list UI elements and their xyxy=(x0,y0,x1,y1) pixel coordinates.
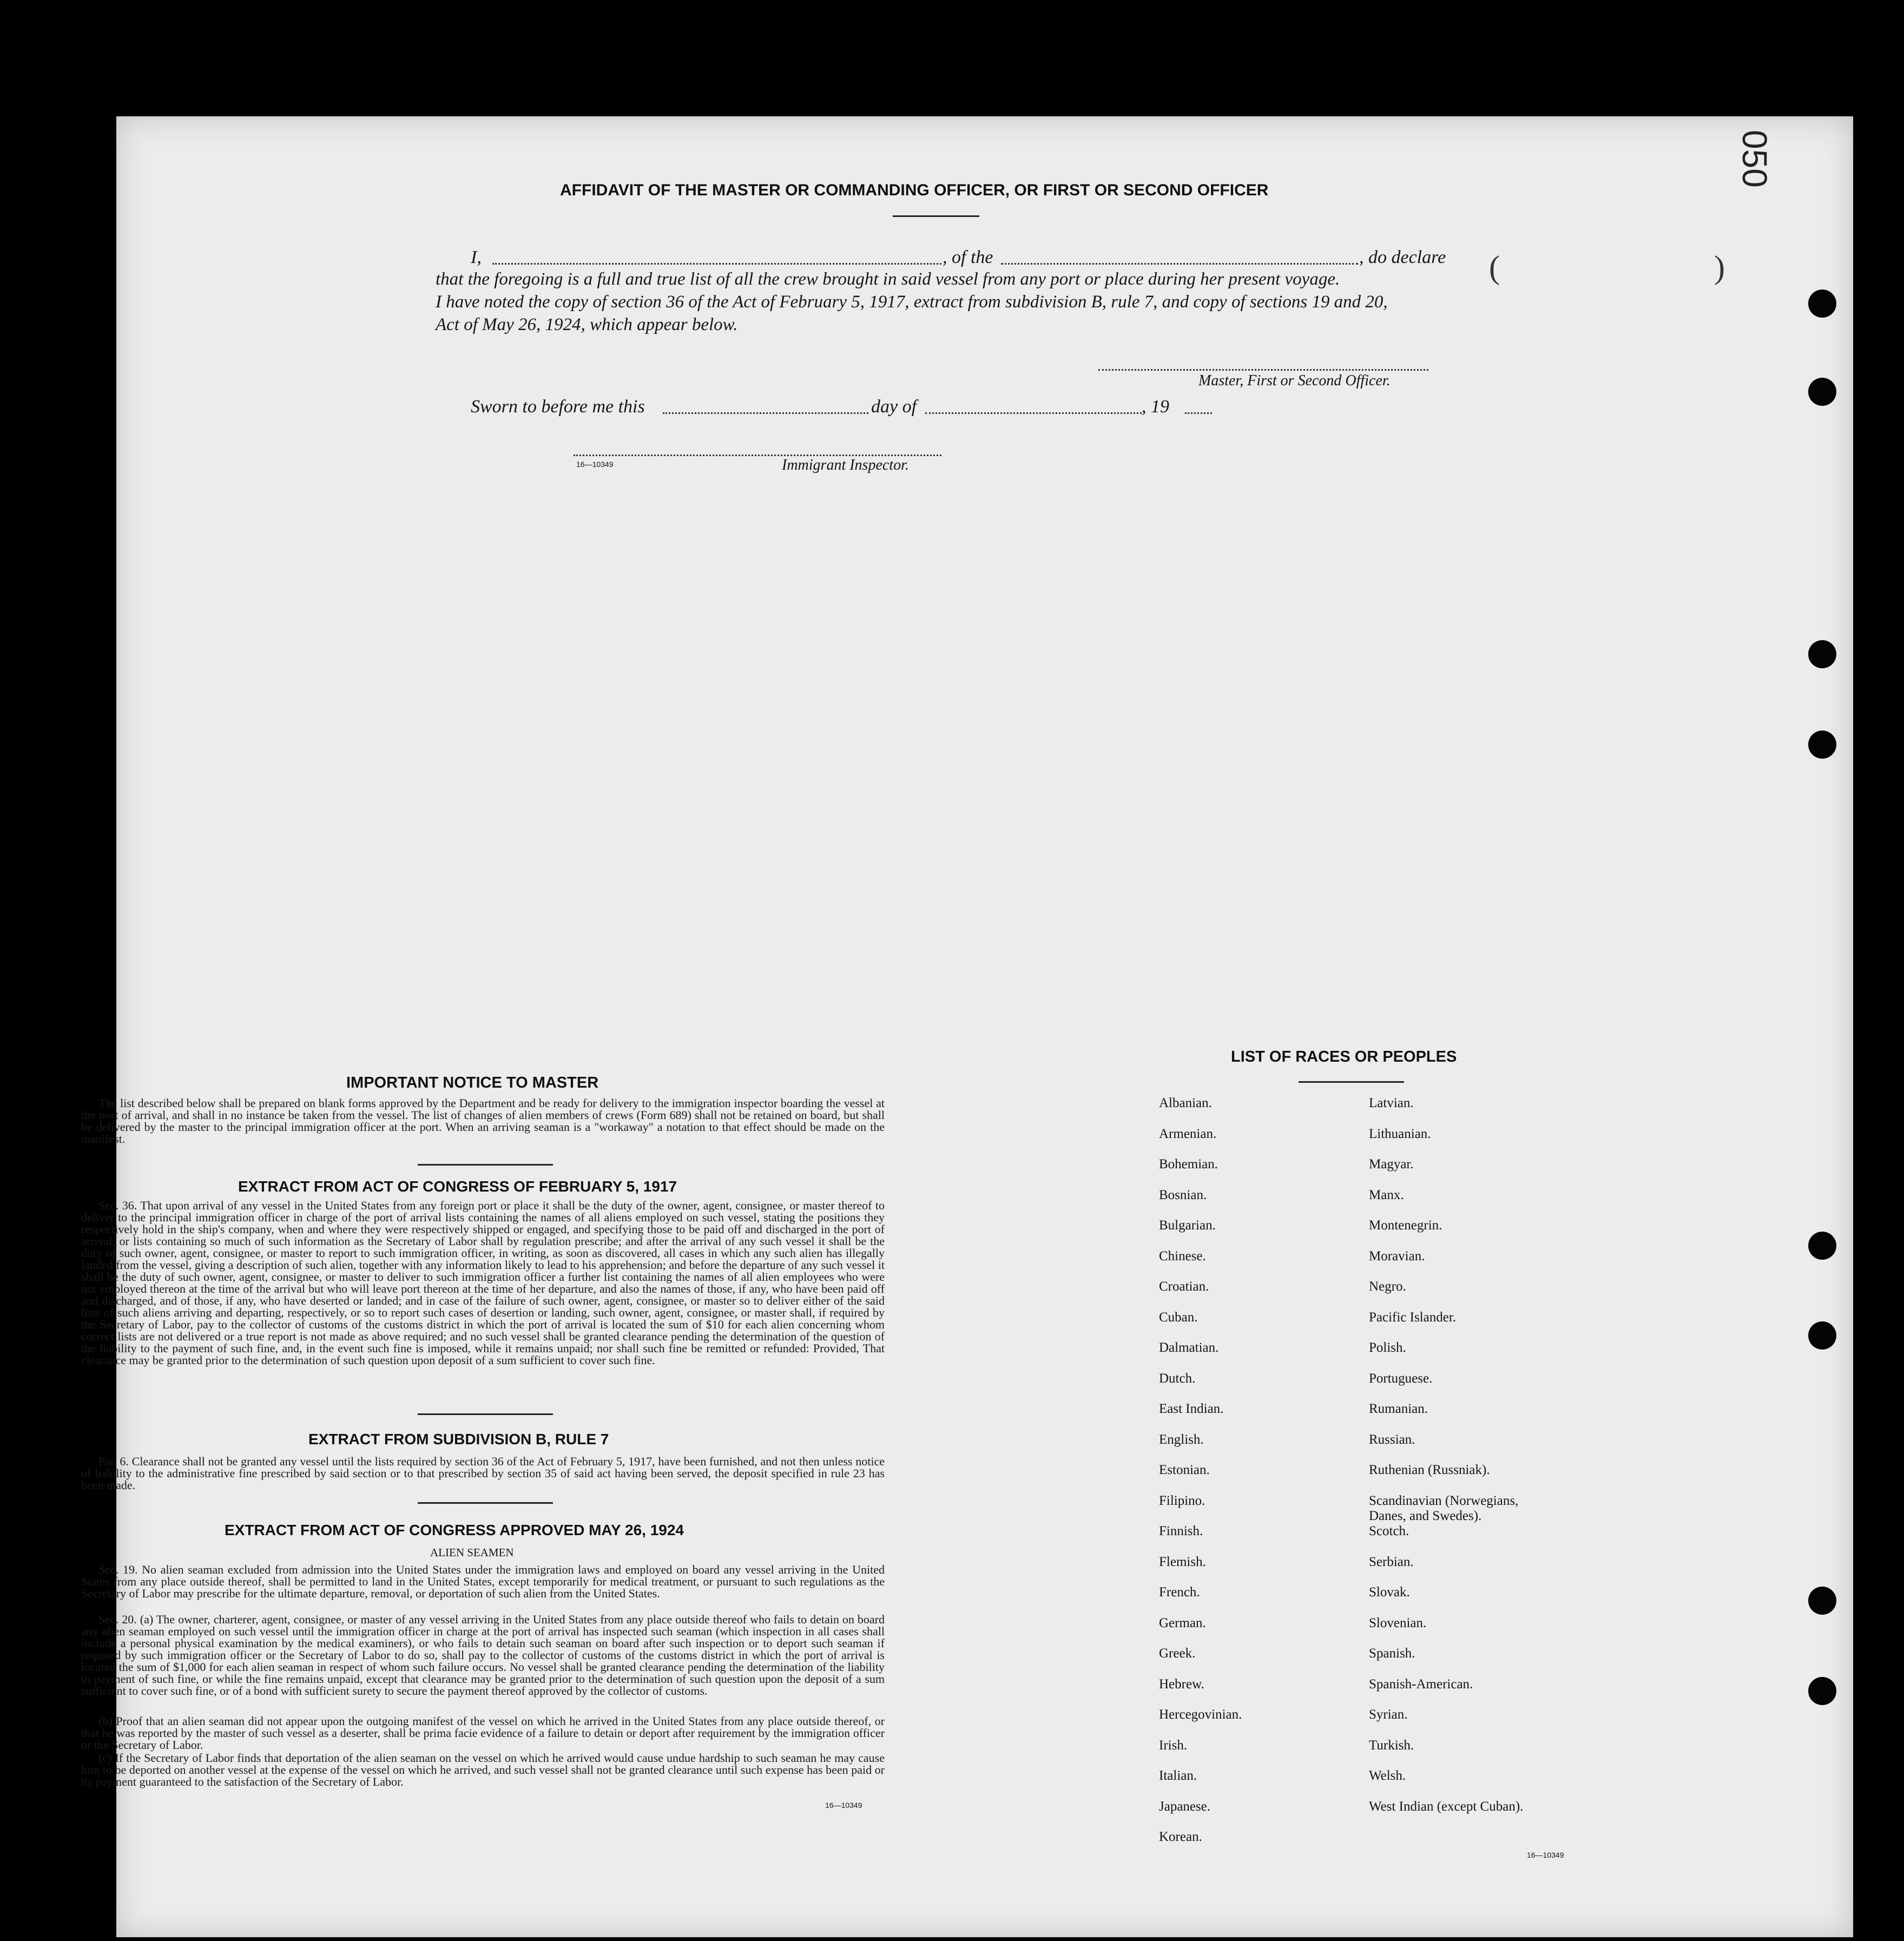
race-item: Scandinavian (Norwegians, xyxy=(1369,1493,1519,1508)
sworn-day-field[interactable] xyxy=(663,412,868,414)
race-item: Ruthenian (Russniak). xyxy=(1369,1463,1490,1477)
race-item: Albanian. xyxy=(1159,1096,1212,1110)
race-item: French. xyxy=(1159,1585,1200,1600)
race-item: Welsh. xyxy=(1369,1768,1406,1783)
binder-hole xyxy=(1808,1677,1836,1705)
binder-hole xyxy=(1808,1232,1836,1260)
sec20c-text xyxy=(81,1752,885,1788)
inspector-signature-field[interactable] xyxy=(574,455,941,456)
race-item: Bulgarian. xyxy=(1159,1218,1216,1233)
race-item: Armenian. xyxy=(1159,1126,1217,1141)
race-item: Spanish. xyxy=(1369,1646,1415,1661)
race-item: Estonian. xyxy=(1159,1463,1210,1477)
affidavit-line-2: that the foregoing is a full and true list of all the crew brought in said vessel from any port or place during her present voyage. xyxy=(436,269,1340,289)
sec19-body: Sec. 19. No alien seaman excluded from admission into the United States under the immigration laws and employed on board any vessel arriving in the United States from any place outside thereof, shall be permitted to land in the United States, except temporarily for medical treatment, or pursuant to such regulations as the Secretary of Labor may prescribe for the ultimate departure, removal, or deportation of such alien from the United States. xyxy=(81,1563,885,1600)
affidavit-i: I, xyxy=(471,247,482,267)
binder-hole xyxy=(1808,640,1836,668)
sec20b-body: (b) Proof that an alien seaman did not appear upon the outgoing manifest of the vessel on which he arrived in the United States from any place outside thereof, or that he was reported by the master of such vessel as a deserter, shall be prima facie evidence of a failure to detain or deport after requirement by the immigration officer or the Secretary of Labor. xyxy=(81,1714,885,1752)
race-item: Korean. xyxy=(1159,1830,1202,1844)
race-item-scandinavian xyxy=(1369,1493,1523,1524)
notice-text xyxy=(81,1097,885,1145)
race-item: Turkish. xyxy=(1369,1738,1414,1753)
races-left-column xyxy=(1159,1096,1242,1860)
binder-hole xyxy=(1808,289,1836,318)
sec20a-body: Sec. 20. (a) The owner, charterer, agent, consignee, or master of any vessel arriving in the United States from any place outside thereof who fails to detain on board any alien seaman employed on such vessel until the immigration officer in charge at the port of arrival has inspected such seaman (which inspection in all cases shall include a personal physical examination by the medical examiners), or who fails to detain such seaman on board after such inspection or to deport such seaman if required by such immigration officer or the Secretary of Labor to do so, shall pay to the collector of customs of the customs district in which the port of arrival is located the sum of $1,000 for each alien seaman in respect of whom such failure occurs. No vessel shall be granted clearance pending the determination of the liability to payment of such fine, or while the fine remains unpaid, except that clearance may be granted prior to the determination of such question upon the deposit of a sum sufficient to cover such fine, or of a bond with sufficient surety to secure the payment thereof approved by the collector of customs. xyxy=(81,1613,885,1697)
divider xyxy=(893,215,979,217)
day-of-label: day of xyxy=(871,397,917,417)
race-item: Russian. xyxy=(1369,1432,1415,1447)
form-code: 16—10349 xyxy=(825,1801,862,1810)
sec20a-text xyxy=(81,1614,885,1697)
race-item: Montenegrin. xyxy=(1369,1218,1442,1233)
race-item: Polish. xyxy=(1369,1340,1406,1355)
year-label: , 19 xyxy=(1142,397,1169,417)
race-item: Bohemian. xyxy=(1159,1157,1218,1172)
extract-1917-body: Sec. 36. That upon arrival of any vessel in the United States from any foreign port or place it shall be the duty of the owner, agent, consignee, or master thereof to deliver to the principal immigration officer in charge of the port of arrival lists containing the names of all aliens employed on such vessel, stating the positions they respectively hold in the ship's company, when and where they were respectively shipped or engaged, and specifying those to be paid off and discharged in the port of arrival; or lists containing so much of such information as the Secretary of Labor shall by regulation prescribe; and after the arrival of any such vessel it shall be the duty of such owner, agent, consignee, or master to report to such immigration officer, in writing, as soon as discovered, all cases in which any such alien has illegally landed from the vessel, giving a description of such alien, together with any information likely to lead to his apprehension; and before the departure of any such vessel it shall be the duty of such owner, agent, consignee, or master to deliver to such immigration officer a further list containing the names of all alien employees who were not employed thereon at the time of the arrival but who will leave port thereon at the time of her departure, and also the names of those, if any, who have been paid off and discharged, and of those, if any, who have deserted or landed; and in case of the failure of such owner, agent, consignee, or master so to deliver either of the said lists of such aliens arriving and departing, respectively, or so to report such cases of desertion or landing, such owner, agent, consignee, or master shall, if required by the Secretary of Labor, pay to the collector of customs of the customs district in which the port of arrival is located the sum of $10 for each alien concerning whom correct lists are not delivered or a true report is not made as above required; and no such vessel shall be granted clearance pending the determination of the question of the liability to the payment of such fine, and, in the event such fine is imposed, while it remains unpaid; nor shall such fine be remitted or refunded: Provided, That clearance may be granted prior to the determination of such question upon deposit of a sum sufficient to cover such fine. xyxy=(81,1199,885,1367)
bracket-mark: ) xyxy=(1714,249,1725,285)
form-code: 16—10349 xyxy=(576,460,614,469)
affidavit-of-the: , of the xyxy=(943,247,993,267)
race-item: Cuban. xyxy=(1159,1310,1198,1325)
race-item: Dutch. xyxy=(1159,1371,1196,1386)
races-right-column xyxy=(1369,1096,1523,1830)
race-item: Moravian. xyxy=(1369,1248,1425,1264)
race-item: Portuguese. xyxy=(1369,1371,1433,1386)
binder-hole xyxy=(1808,378,1836,406)
race-item: Finnish. xyxy=(1159,1524,1203,1538)
master-caption: Master, First or Second Officer. xyxy=(1198,372,1391,389)
race-item: West Indian (except Cuban). xyxy=(1369,1799,1524,1814)
race-item: German. xyxy=(1159,1615,1206,1630)
divider xyxy=(418,1413,553,1415)
race-item: Hebrew. xyxy=(1159,1676,1204,1692)
race-item: Rumanian. xyxy=(1369,1402,1428,1416)
divider xyxy=(1299,1081,1404,1083)
declarant-name-field[interactable] xyxy=(492,263,941,265)
alien-seamen-subtitle: ALIEN SEAMEN xyxy=(430,1546,514,1559)
race-item: East Indian. xyxy=(1159,1402,1224,1416)
binder-hole xyxy=(1808,731,1836,759)
race-item: Greek. xyxy=(1159,1646,1196,1661)
inspector-caption: Immigrant Inspector. xyxy=(782,457,909,473)
bracket-mark: ( xyxy=(1489,249,1500,285)
race-item: Dalmatian. xyxy=(1159,1340,1219,1355)
page-number: 050 xyxy=(1735,130,1774,188)
race-item: Pacific Islander. xyxy=(1369,1310,1457,1325)
race-item: Negro. xyxy=(1369,1279,1406,1294)
race-item: Slovak. xyxy=(1369,1585,1410,1600)
extract-1917-text xyxy=(81,1200,885,1366)
race-item: Scotch. xyxy=(1369,1524,1409,1538)
rule7-text xyxy=(81,1456,885,1491)
notice-title: IMPORTANT NOTICE TO MASTER xyxy=(346,1074,599,1091)
form-code: 16—10349 xyxy=(1527,1851,1564,1859)
affidavit-line-3: I have noted the copy of section 36 of the Act of February 5, 1917, extract from subdivision B, rule 7, and copy of sections 19 and 20, xyxy=(436,292,1388,312)
race-item: Chinese. xyxy=(1159,1248,1206,1264)
race-item: Syrian. xyxy=(1369,1707,1408,1722)
divider xyxy=(418,1502,553,1504)
race-item: Slovenian. xyxy=(1369,1615,1427,1630)
extract-1924-title: EXTRACT FROM ACT OF CONGRESS APPROVED MAY 26, 1924 xyxy=(225,1522,684,1538)
race-item: Magyar. xyxy=(1369,1157,1414,1172)
affidavit-title: AFFIDAVIT OF THE MASTER OR COMMANDING OFFICER, OR FIRST OR SECOND OFFICER xyxy=(560,181,1269,199)
race-item: Spanish-American. xyxy=(1369,1676,1473,1692)
race-item: Serbian. xyxy=(1369,1554,1414,1569)
notice-body: The list described below shall be prepared on blank forms approved by the Department and be ready for delivery to the immigration inspector boarding the vessel at the port of arrival, and shall in no instance be taken from the vessel. The list of changes of alien members of crews (Form 689) shall not be retained on board, but shall be delivered by the master to the principal immigration officer at the port. When an arriving seaman is a "workaway" a notation to that effect should be made on the manifest. xyxy=(81,1096,885,1146)
extract-1917-title: EXTRACT FROM ACT OF CONGRESS OF FEBRUARY 5, 1917 xyxy=(238,1178,677,1195)
binder-hole xyxy=(1808,1321,1836,1350)
race-item: Japanese. xyxy=(1159,1799,1211,1814)
race-item-continuation: Danes, and Swedes). xyxy=(1369,1508,1482,1523)
master-signature-field[interactable] xyxy=(1098,369,1428,371)
rule7-body: Par. 6. Clearance shall not be granted any vessel until the lists required by section 36 of the Act of February 5, 1917, have been furnished, and not then unless notice of liability to the administrative fine prescribed by said section or to that prescribed by section 35 of said act having been served, the deposit specified in rule 23 has been made. xyxy=(81,1455,885,1492)
race-item: Filipino. xyxy=(1159,1493,1205,1508)
affidavit-declare: , do declare xyxy=(1359,247,1446,267)
binder-hole xyxy=(1808,1587,1836,1615)
sec20c-body: (c) If the Secretary of Labor finds that deportation of the alien seaman on the vessel on which he arrived would cause undue hardship to such seaman he may cause him to be deported on another vessel at the expense of the vessel on which he arrived, and such vessel shall not be granted clearance until such expense has been paid or its payment guaranteed to the satisfaction of the Secretary of Labor. xyxy=(81,1751,885,1788)
race-item: Latvian. xyxy=(1369,1096,1414,1110)
race-item: Bosnian. xyxy=(1159,1187,1207,1202)
affidavit-line-1 xyxy=(471,247,482,268)
sworn-year-field[interactable] xyxy=(1185,412,1212,414)
race-item: Flemish. xyxy=(1159,1554,1206,1569)
race-item: Italian. xyxy=(1159,1768,1197,1783)
race-item: Hercegovinian. xyxy=(1159,1707,1242,1722)
race-item: Manx. xyxy=(1369,1187,1404,1202)
race-item: English. xyxy=(1159,1432,1204,1447)
races-title: LIST OF RACES OR PEOPLES xyxy=(1231,1048,1457,1065)
sec20b-text xyxy=(81,1715,885,1751)
race-item: Croatian. xyxy=(1159,1279,1209,1294)
race-item: Irish. xyxy=(1159,1738,1188,1753)
sworn-month-field[interactable] xyxy=(925,412,1142,414)
sec19-text xyxy=(81,1564,885,1600)
divider xyxy=(418,1164,553,1166)
race-item: Lithuanian. xyxy=(1369,1126,1431,1141)
vessel-name-field[interactable] xyxy=(1001,263,1358,265)
sworn-label: Sworn to before me this xyxy=(471,397,645,417)
affidavit-line-4: Act of May 26, 1924, which appear below. xyxy=(436,315,738,334)
rule7-title: EXTRACT FROM SUBDIVISION B, RULE 7 xyxy=(308,1431,609,1447)
